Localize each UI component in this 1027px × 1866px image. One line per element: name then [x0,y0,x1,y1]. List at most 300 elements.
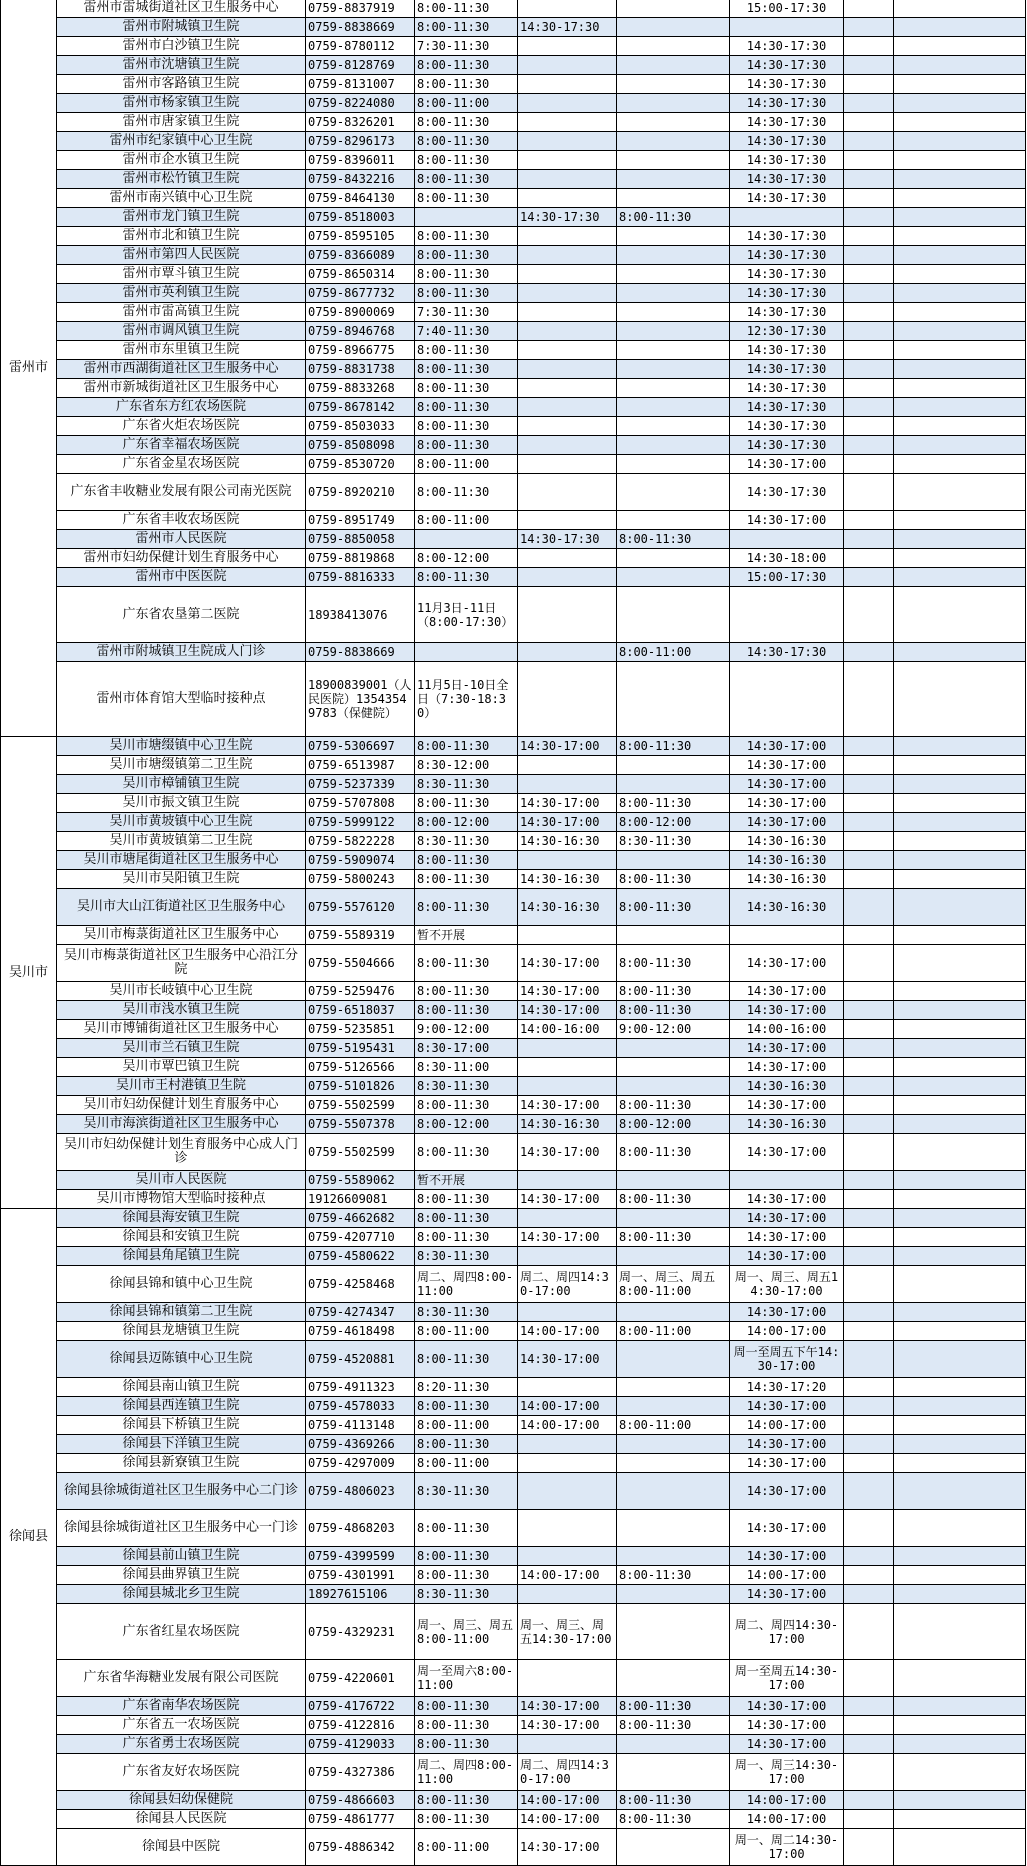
phone-cell: 0759-4806023 [306,1473,415,1510]
empty-cell [844,1171,894,1190]
afternoon-hours-2-cell: 14:30-17:00 [730,1397,844,1416]
empty-cell [844,1754,894,1791]
morning-hours-cell: 7:30-11:30 [415,37,518,56]
empty-cell [894,1077,1026,1096]
empty-cell [844,0,894,18]
table-row [1,284,1026,303]
empty-cell [844,1397,894,1416]
phone-cell: 0759-4329231 [306,1604,415,1660]
phone-cell: 0759-5707808 [306,794,415,813]
morning-hours-2-cell [617,851,730,870]
afternoon-hours-cell: 14:00-17:00 [518,1791,617,1810]
morning-hours-cell: 8:00-11:30 [415,945,518,982]
afternoon-hours-2-cell: 14:30-17:30 [730,37,844,56]
table-row [1,1134,1026,1171]
table-row [1,474,1026,511]
afternoon-hours-2-cell: 14:30-17:30 [730,398,844,417]
table-row [1,1791,1026,1810]
empty-cell [894,208,1026,227]
empty-cell [894,794,1026,813]
afternoon-hours-2-cell: 14:30-17:00 [730,794,844,813]
afternoon-hours-2-cell: 14:30-17:30 [730,303,844,322]
morning-hours-cell: 8:30-12:00 [415,756,518,775]
site-name-cell: 广东省友好农场医院 [57,1754,306,1791]
site-name-cell: 雷州市雷高镇卫生院 [57,303,306,322]
phone-cell: 0759-8837919 [306,0,415,18]
afternoon-hours-2-cell: 14:30-17:00 [730,1303,844,1322]
empty-cell [844,18,894,37]
site-name-cell: 雷州市松竹镇卫生院 [57,170,306,189]
morning-hours-2-cell [617,1829,730,1866]
afternoon-hours-2-cell: 14:30-17:00 [730,1697,844,1716]
morning-hours-2-cell [617,37,730,56]
phone-cell: 0759-5909074 [306,851,415,870]
table-row [1,568,1026,587]
table-row [1,1416,1026,1435]
empty-cell [844,756,894,775]
morning-hours-2-cell [617,1754,730,1791]
table-row [1,926,1026,945]
morning-hours-cell: 8:00-11:30 [415,1001,518,1020]
morning-hours-cell: 8:00-11:30 [415,265,518,284]
afternoon-hours-2-cell: 14:30-17:00 [730,1039,844,1058]
morning-hours-cell: 8:00-11:30 [415,227,518,246]
phone-cell: 0759-8816333 [306,568,415,587]
table-row [1,756,1026,775]
table-row [1,587,1026,643]
morning-hours-2-cell [617,132,730,151]
phone-cell: 0759-8530720 [306,455,415,474]
empty-cell [894,926,1026,945]
site-name-cell: 雷州市杨家镇卫生院 [57,94,306,113]
morning-hours-2-cell: 8:00-11:30 [617,1716,730,1735]
afternoon-hours-cell [518,265,617,284]
afternoon-hours-2-cell: 14:30-17:30 [730,284,844,303]
empty-cell [844,1829,894,1866]
table-row [1,1829,1026,1866]
table-row [1,1660,1026,1697]
region-cell: 雷州市 [1,0,57,737]
empty-cell [844,1510,894,1547]
table-row [1,1716,1026,1735]
phone-cell: 0759-4220601 [306,1660,415,1697]
phone-cell: 0759-4113148 [306,1416,415,1435]
table-row [1,0,1026,18]
empty-cell [844,417,894,436]
morning-hours-cell: 11月5日-10日全日（7:30-18:30） [415,662,518,737]
afternoon-hours-2-cell: 14:00-17:00 [730,1566,844,1585]
site-name-cell: 雷州市调风镇卫生院 [57,322,306,341]
table-body [1,0,1026,1866]
empty-cell [894,1171,1026,1190]
afternoon-hours-2-cell: 14:30-16:30 [730,1077,844,1096]
afternoon-hours-cell [518,549,617,568]
afternoon-hours-2-cell: 14:30-17:00 [730,1209,844,1228]
morning-hours-cell: 8:30-11:30 [415,1077,518,1096]
empty-cell [894,870,1026,889]
afternoon-hours-2-cell: 14:30-17:00 [730,1435,844,1454]
afternoon-hours-2-cell: 14:30-17:00 [730,1547,844,1566]
empty-cell [894,1115,1026,1134]
morning-hours-cell: 8:00-11:30 [415,1566,518,1585]
afternoon-hours-2-cell [730,1171,844,1190]
site-name-cell: 吴川市黄坡镇第二卫生院 [57,832,306,851]
afternoon-hours-2-cell: 14:30-17:00 [730,1058,844,1077]
morning-hours-2-cell [617,398,730,417]
empty-cell [894,246,1026,265]
empty-cell [844,1001,894,1020]
morning-hours-cell: 周二、周四8:00-11:00 [415,1754,518,1791]
phone-cell: 0759-8128769 [306,56,415,75]
morning-hours-2-cell [617,284,730,303]
afternoon-hours-cell [518,1547,617,1566]
empty-cell [894,56,1026,75]
table-row [1,1096,1026,1115]
phone-cell: 0759-5589062 [306,1171,415,1190]
empty-cell [844,643,894,662]
afternoon-hours-cell: 14:30-17:30 [518,530,617,549]
empty-cell [844,1020,894,1039]
phone-cell: 0759-4327386 [306,1754,415,1791]
empty-cell [844,1735,894,1754]
morning-hours-cell: 8:00-11:30 [415,151,518,170]
empty-cell [844,1039,894,1058]
site-name-cell: 雷州市新城街道社区卫生服务中心 [57,379,306,398]
phone-cell: 0759-8831738 [306,360,415,379]
empty-cell [894,737,1026,756]
site-name-cell: 广东省红星农场医院 [57,1604,306,1660]
afternoon-hours-cell: 14:30-17:00 [518,982,617,1001]
table-row [1,1001,1026,1020]
morning-hours-cell: 8:00-11:30 [415,1397,518,1416]
morning-hours-cell: 8:00-11:30 [415,75,518,94]
table-row [1,889,1026,926]
empty-cell [894,1810,1026,1829]
table-row [1,511,1026,530]
morning-hours-cell: 8:00-11:30 [415,284,518,303]
morning-hours-2-cell: 8:00-11:30 [617,737,730,756]
empty-cell [894,1096,1026,1115]
afternoon-hours-2-cell: 14:00-17:00 [730,1416,844,1435]
phone-cell: 0759-8900069 [306,303,415,322]
table-row [1,246,1026,265]
morning-hours-2-cell [617,417,730,436]
morning-hours-2-cell [617,587,730,643]
site-name-cell: 广东省金星农场医院 [57,455,306,474]
site-name-cell: 雷州市北和镇卫生院 [57,227,306,246]
empty-cell [844,322,894,341]
morning-hours-2-cell [617,511,730,530]
afternoon-hours-2-cell: 14:30-17:00 [730,1454,844,1473]
empty-cell [844,1228,894,1247]
site-name-cell: 徐闻县徐城街道社区卫生服务中心二门诊 [57,1473,306,1510]
empty-cell [844,1096,894,1115]
afternoon-hours-2-cell: 14:30-17:30 [730,170,844,189]
phone-cell: 0759-5502599 [306,1134,415,1171]
morning-hours-2-cell: 8:00-11:00 [617,1322,730,1341]
table-row [1,945,1026,982]
empty-cell [844,1416,894,1435]
site-name-cell: 徐闻县中医院 [57,1829,306,1866]
phone-cell: 0759-8595105 [306,227,415,246]
phone-cell: 0759-4886342 [306,1829,415,1866]
table-row [1,643,1026,662]
table-row [1,265,1026,284]
phone-cell: 0759-8464130 [306,189,415,208]
afternoon-hours-2-cell [730,662,844,737]
afternoon-hours-2-cell: 15:00-17:30 [730,0,844,18]
site-name-cell: 雷州市沈塘镇卫生院 [57,56,306,75]
empty-cell [894,1397,1026,1416]
empty-cell [894,1190,1026,1209]
phone-cell: 0759-5237339 [306,775,415,794]
morning-hours-cell: 8:00-11:30 [415,1190,518,1209]
afternoon-hours-2-cell: 14:30-17:00 [730,1716,844,1735]
afternoon-hours-cell [518,1209,617,1228]
site-name-cell: 雷州市附城镇卫生院成人门诊 [57,643,306,662]
morning-hours-2-cell: 8:00-11:30 [617,982,730,1001]
afternoon-hours-cell: 14:30-16:30 [518,1115,617,1134]
phone-cell: 0759-4207710 [306,1228,415,1247]
empty-cell [844,1058,894,1077]
phone-cell: 0759-4662682 [306,1209,415,1228]
site-name-cell: 吴川市大山江街道社区卫生服务中心 [57,889,306,926]
empty-cell [844,530,894,549]
phone-cell: 0759-8850058 [306,530,415,549]
phone-cell: 0759-8366089 [306,246,415,265]
site-name-cell: 吴川市梅菉街道社区卫生服务中心 [57,926,306,945]
afternoon-hours-cell: 周一、周三、周五14:30-17:00 [518,1604,617,1660]
table-row [1,1266,1026,1303]
empty-cell [894,360,1026,379]
empty-cell [894,1604,1026,1660]
afternoon-hours-2-cell: 14:30-17:30 [730,360,844,379]
morning-hours-cell: 8:00-12:00 [415,1115,518,1134]
afternoon-hours-cell: 14:30-17:00 [518,1341,617,1378]
afternoon-hours-cell [518,246,617,265]
morning-hours-cell: 8:00-11:30 [415,1716,518,1735]
empty-cell [844,436,894,455]
afternoon-hours-cell [518,1077,617,1096]
site-name-cell: 徐闻县南山镇卫生院 [57,1378,306,1397]
site-name-cell: 徐闻县妇幼保健院 [57,1791,306,1810]
morning-hours-cell: 9:00-12:00 [415,1020,518,1039]
afternoon-hours-cell: 14:00-17:00 [518,1566,617,1585]
afternoon-hours-cell: 14:00-17:00 [518,1810,617,1829]
phone-cell: 0759-8920210 [306,474,415,511]
afternoon-hours-cell: 14:30-16:30 [518,870,617,889]
site-name-cell: 吴川市塘缀镇中心卫生院 [57,737,306,756]
empty-cell [844,982,894,1001]
site-name-cell: 广东省东方红农场医院 [57,398,306,417]
empty-cell [844,662,894,737]
afternoon-hours-cell [518,455,617,474]
morning-hours-cell: 8:00-11:30 [415,417,518,436]
phone-cell: 0759-6513987 [306,756,415,775]
empty-cell [844,284,894,303]
afternoon-hours-cell [518,0,617,18]
morning-hours-2-cell: 8:00-11:30 [617,945,730,982]
morning-hours-cell: 8:30-11:00 [415,1058,518,1077]
morning-hours-cell: 8:00-11:30 [415,113,518,132]
afternoon-hours-cell [518,775,617,794]
phone-cell: 0759-8678142 [306,398,415,417]
morning-hours-2-cell [617,18,730,37]
empty-cell [844,474,894,511]
empty-cell [894,756,1026,775]
phone-cell: 0759-5126566 [306,1058,415,1077]
empty-cell [844,1435,894,1454]
afternoon-hours-2-cell: 周一、周三14:30-17:00 [730,1754,844,1791]
table-row [1,982,1026,1001]
table-row [1,870,1026,889]
site-name-cell: 广东省幸福农场医院 [57,436,306,455]
afternoon-hours-2-cell: 14:30-17:30 [730,474,844,511]
phone-cell: 0759-4578033 [306,1397,415,1416]
morning-hours-2-cell [617,455,730,474]
empty-cell [894,1266,1026,1303]
empty-cell [894,1039,1026,1058]
site-name-cell: 吴川市兰石镇卫生院 [57,1039,306,1058]
table-row [1,1547,1026,1566]
site-name-cell: 吴川市长岐镇中心卫生院 [57,982,306,1001]
site-name-cell: 雷州市龙门镇卫生院 [57,208,306,227]
table-row [1,549,1026,568]
empty-cell [844,303,894,322]
morning-hours-2-cell: 8:00-12:00 [617,1115,730,1134]
site-name-cell: 徐闻县下桥镇卫生院 [57,1416,306,1435]
empty-cell [844,265,894,284]
empty-cell [894,0,1026,18]
table-row [1,1454,1026,1473]
table-row [1,37,1026,56]
morning-hours-2-cell [617,1397,730,1416]
table-row [1,341,1026,360]
empty-cell [894,1697,1026,1716]
afternoon-hours-cell [518,926,617,945]
table-row [1,303,1026,322]
empty-cell [844,94,894,113]
site-name-cell: 雷州市纪家镇中心卫生院 [57,132,306,151]
afternoon-hours-cell [518,643,617,662]
afternoon-hours-cell [518,113,617,132]
empty-cell [894,151,1026,170]
region-cell: 徐闻县 [1,1209,57,1866]
site-name-cell: 吴川市人民医院 [57,1171,306,1190]
site-name-cell: 雷州市东里镇卫生院 [57,341,306,360]
empty-cell [844,1473,894,1510]
morning-hours-cell: 8:00-11:30 [415,360,518,379]
morning-hours-cell: 8:30-11:30 [415,1303,518,1322]
empty-cell [894,813,1026,832]
table-row [1,1247,1026,1266]
afternoon-hours-cell: 14:30-17:00 [518,794,617,813]
phone-cell: 0759-8951749 [306,511,415,530]
afternoon-hours-2-cell: 14:30-17:00 [730,1096,844,1115]
morning-hours-2-cell [617,1473,730,1510]
site-name-cell: 吴川市吴阳镇卫生院 [57,870,306,889]
afternoon-hours-2-cell: 12:30-17:30 [730,322,844,341]
afternoon-hours-cell: 14:30-17:00 [518,1134,617,1171]
morning-hours-cell: 8:00-11:30 [415,1791,518,1810]
morning-hours-cell: 8:00-11:30 [415,1209,518,1228]
morning-hours-2-cell [617,303,730,322]
afternoon-hours-2-cell: 14:30-17:30 [730,436,844,455]
phone-cell: 19126609081 [306,1190,415,1209]
phone-cell: 0759-5235851 [306,1020,415,1039]
phone-cell: 0759-8396011 [306,151,415,170]
afternoon-hours-2-cell: 14:30-17:00 [730,1001,844,1020]
table-row [1,132,1026,151]
phone-cell: 0759-5999122 [306,813,415,832]
empty-cell [894,851,1026,870]
afternoon-hours-2-cell: 14:30-17:00 [730,1735,844,1754]
phone-cell: 0759-5306697 [306,737,415,756]
empty-cell [844,132,894,151]
morning-hours-2-cell [617,1039,730,1058]
table-row [1,1058,1026,1077]
morning-hours-cell: 8:00-12:00 [415,813,518,832]
site-name-cell: 吴川市覃巴镇卫生院 [57,1058,306,1077]
phone-cell: 0759-8966775 [306,341,415,360]
morning-hours-2-cell [617,436,730,455]
table-row [1,1810,1026,1829]
morning-hours-cell: 8:30-17:00 [415,1039,518,1058]
afternoon-hours-cell [518,1435,617,1454]
afternoon-hours-cell [518,1585,617,1604]
empty-cell [894,170,1026,189]
empty-cell [844,870,894,889]
morning-hours-cell: 8:00-11:30 [415,341,518,360]
site-name-cell: 徐闻县和安镇卫生院 [57,1228,306,1247]
empty-cell [894,1510,1026,1547]
table-row [1,18,1026,37]
empty-cell [894,113,1026,132]
afternoon-hours-2-cell: 14:00-16:00 [730,1020,844,1039]
empty-cell [894,1303,1026,1322]
morning-hours-cell: 8:00-11:30 [415,0,518,18]
morning-hours-cell: 暂不开展 [415,926,518,945]
morning-hours-2-cell [617,265,730,284]
afternoon-hours-2-cell: 14:30-17:00 [730,775,844,794]
table-row [1,455,1026,474]
site-name-cell: 吴川市黄坡镇中心卫生院 [57,813,306,832]
phone-cell: 0759-5259476 [306,982,415,1001]
table-row [1,1735,1026,1754]
morning-hours-cell: 8:00-11:30 [415,1228,518,1247]
empty-cell [844,1115,894,1134]
phone-cell: 0759-4520881 [306,1341,415,1378]
afternoon-hours-cell [518,1510,617,1547]
morning-hours-cell: 8:00-11:30 [415,1510,518,1547]
afternoon-hours-2-cell: 14:30-17:00 [730,1510,844,1547]
afternoon-hours-cell [518,37,617,56]
afternoon-hours-2-cell: 14:30-17:30 [730,132,844,151]
phone-cell: 0759-4399599 [306,1547,415,1566]
empty-cell [894,889,1026,926]
afternoon-hours-cell [518,511,617,530]
morning-hours-2-cell [617,379,730,398]
phone-cell: 0759-8131007 [306,75,415,94]
afternoon-hours-cell: 周二、周四14:30-17:00 [518,1754,617,1791]
site-name-cell: 吴川市塘缀镇第二卫生院 [57,756,306,775]
table-row [1,1303,1026,1322]
afternoon-hours-2-cell: 周一、周三、周五14:30-17:00 [730,1266,844,1303]
site-name-cell: 徐闻县新寮镇卫生院 [57,1454,306,1473]
afternoon-hours-2-cell: 周二、周四14:30-17:00 [730,1604,844,1660]
morning-hours-cell: 8:00-11:00 [415,455,518,474]
table-row [1,360,1026,379]
